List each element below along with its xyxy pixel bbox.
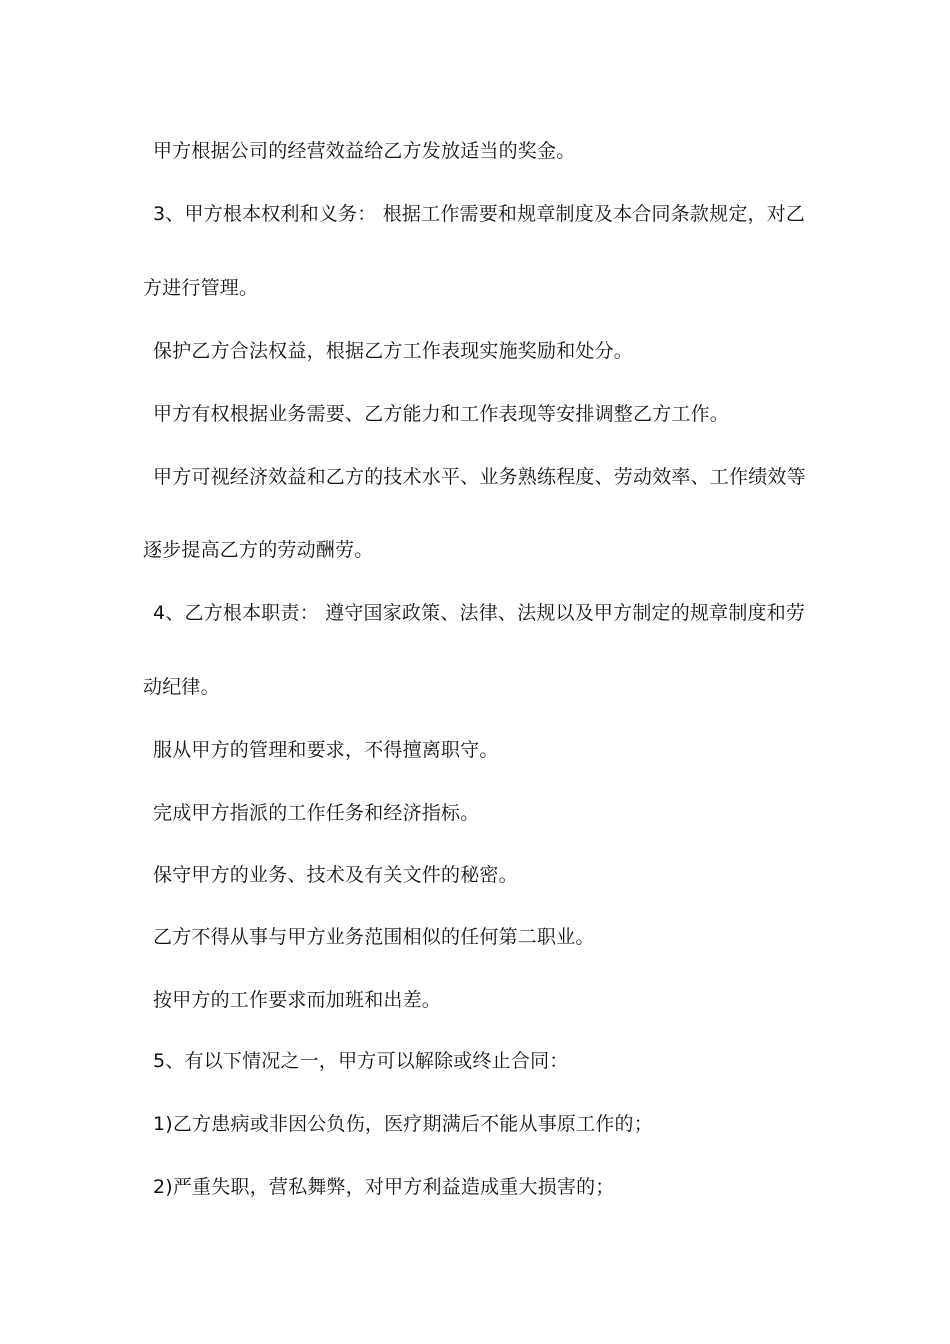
paragraph-overtime: 按甲方的工作要求而加班和出差。 (153, 989, 442, 1011)
clause-3-continuation: 方进行管理。 (143, 277, 259, 299)
paragraph-no-second-job: 乙方不得从事与甲方业务范围相似的任何第二职业。 (153, 926, 595, 948)
paragraph-raise-pay: 甲方可视经济效益和乙方的技术水平、业务熟练程度、劳动效率、工作绩效等 (153, 466, 806, 488)
clause-4-continuation: 动纪律。 (143, 676, 220, 698)
clause-4-heading: 4、乙方根本职责： 遵守国家政策、法律、法规以及甲方制定的规章制度和劳 (153, 602, 806, 624)
paragraph-adjust-work: 甲方有权根据业务需要、乙方能力和工作表现等安排调整乙方工作。 (153, 403, 730, 425)
clause-5-item-2: 2)严重失职，营私舞弊，对甲方利益造成重大损害的； (153, 1176, 615, 1198)
paragraph-bonus: 甲方根据公司的经营效益给乙方发放适当的奖金。 (153, 140, 576, 162)
paragraph-obey-management: 服从甲方的管理和要求，不得擅离职守。 (153, 739, 499, 761)
paragraph-protect-rights: 保护乙方合法权益，根据乙方工作表现实施奖励和处分。 (153, 340, 634, 362)
clause-5-heading: 5、有以下情况之一，甲方可以解除或终止合同： (153, 1050, 569, 1072)
clause-3-heading: 3、甲方根本权利和义务： 根据工作需要和规章制度及本合同条款规定，对乙 (153, 203, 806, 225)
paragraph-raise-pay-continuation: 逐步提高乙方的劳动酬劳。 (143, 539, 374, 561)
paragraph-confidentiality: 保守甲方的业务、技术及有关文件的秘密。 (153, 864, 518, 886)
paragraph-complete-tasks: 完成甲方指派的工作任务和经济指标。 (153, 802, 480, 824)
clause-5-item-1: 1)乙方患病或非因公负伤，医疗期满后不能从事原工作的； (153, 1113, 653, 1135)
